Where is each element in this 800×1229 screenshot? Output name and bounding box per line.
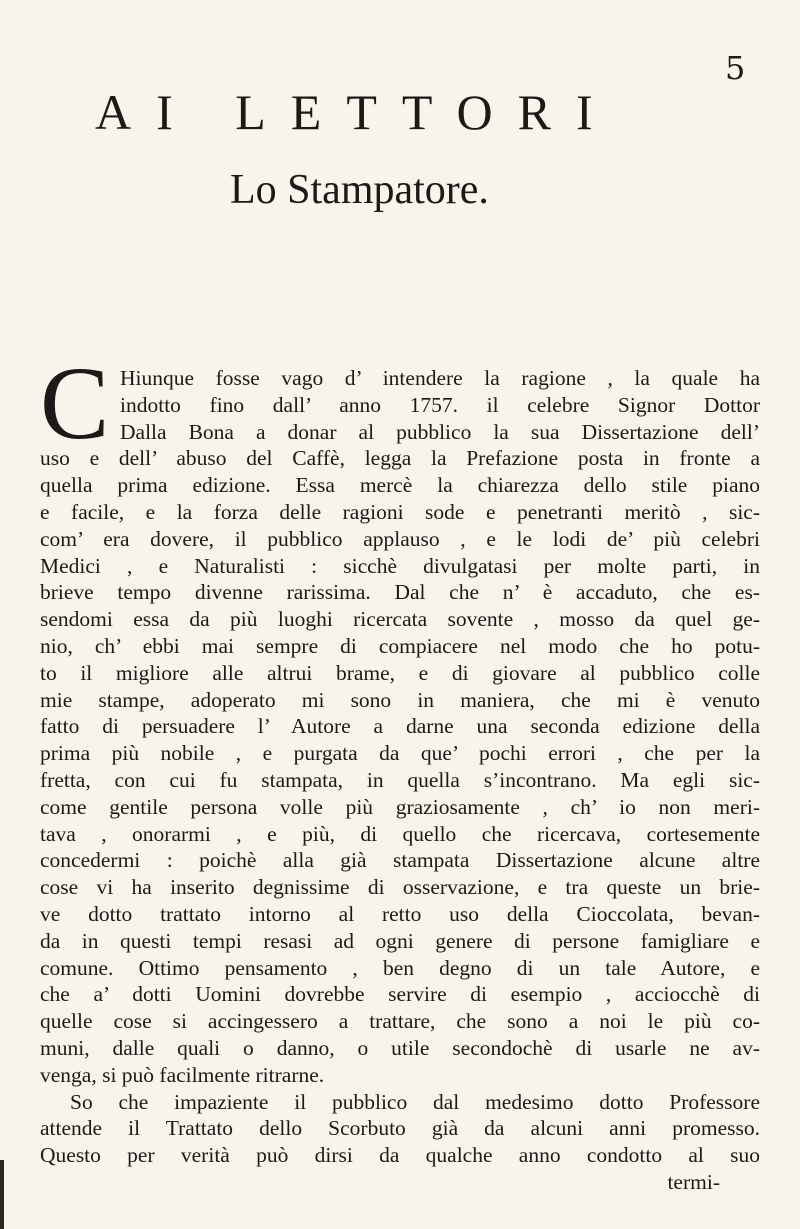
page-subheading: Lo Stampatore. bbox=[230, 167, 489, 213]
text-line: attende il Trattato dello Scorbuto già da alcuni anni promesso. bbox=[40, 1116, 760, 1141]
page-heading: AI LETTORI bbox=[95, 84, 618, 140]
text-line: to il migliore alle altrui brame, e di giovare al pubblico colle bbox=[40, 660, 760, 685]
text-line: tava , onorarmi , e più, di quello che ricercava, cortesemente bbox=[40, 821, 760, 846]
text-line: Questo per verità può dirsi da qualche anno condotto al suo bbox=[40, 1143, 760, 1168]
text-line: e facile, e la forza delle ragioni sode e penetranti meritò , sic- bbox=[40, 499, 760, 524]
text-line: indotto fino dall’ anno 1757. il celebre Signor Dottor bbox=[120, 392, 760, 417]
text-line: comune. Ottimo pensamento , ben degno di un tale Autore, e bbox=[40, 955, 760, 980]
text-line: da in questi tempi resasi ad ogni genere di persone famigliare e bbox=[40, 928, 760, 953]
page-number: 5 bbox=[725, 49, 746, 87]
text-line: che a’ dotti Uomini dovrebbe servire di esempio , acciocchè di bbox=[40, 982, 760, 1007]
drop-cap: C bbox=[40, 346, 110, 461]
text-line: brieve tempo divenne rarissima. Dal che n’ è accaduto, che es- bbox=[40, 580, 760, 605]
text-line: prima più nobile , e purgata da que’ pochi errori , che per la bbox=[40, 741, 760, 766]
text-line: fatto di persuadere l’ Autore a darne una seconda edizione della bbox=[40, 714, 760, 739]
text-line: venga, si può facilmente ritrarne. bbox=[40, 1062, 325, 1087]
text-line: nio, ch’ ebbi mai sempre di compiacere nel modo che ho potu- bbox=[40, 633, 760, 658]
text-line: quella prima edizione. Essa mercè la chiarezza dello stile piano bbox=[40, 473, 760, 498]
text-line: Dalla Bona a donar al pubblico la sua Dissertazione dell’ bbox=[120, 419, 760, 444]
text-line: concedermi : poichè alla già stampata Dissertazione alcune altre bbox=[40, 848, 760, 873]
text-line: Medici , e Naturalisti : sicchè divulgatasi per molte parti, in bbox=[40, 553, 760, 578]
text-line: ve dotto trattato intorno al retto uso della Cioccolata, bevan- bbox=[40, 901, 760, 926]
page-edge-shadow bbox=[0, 1160, 4, 1229]
text-line: Hiunque fosse vago d’ intendere la ragione , la quale ha bbox=[120, 366, 760, 390]
text-line: muni, dalle quali o danno, o utile secondochè di usarle ne av- bbox=[40, 1035, 760, 1060]
text-line: mie stampe, adoperato mi sono in maniera, che mi è venuto bbox=[40, 687, 760, 712]
body-text bbox=[40, 365, 760, 1196]
text-line: com’ era dovere, il pubblico applauso , e le lodi de’ più celebri bbox=[40, 526, 760, 551]
text-line: So che impaziente il pubblico dal medesimo dotto Professore bbox=[70, 1089, 760, 1114]
text-line: come gentile persona volle più graziosamente , ch’ io non meri- bbox=[40, 794, 760, 819]
text-line: quelle cose si accingessero a trattare, che sono a noi le più co- bbox=[40, 1009, 760, 1034]
text-line: uso e dell’ abuso del Caffè, legga la Prefazione posta in fronte a bbox=[40, 446, 760, 471]
text-line: cose vi ha inserito degnissime di osservazione, e tra queste un brie- bbox=[40, 875, 760, 900]
text-line: sendomi essa da più luoghi ricercata sovente , mosso da quel ge- bbox=[40, 607, 760, 632]
catchword: termi- bbox=[667, 1169, 720, 1194]
text-line: fretta, con cui fu stampata, in quella s’incontrano. Ma egli sic- bbox=[40, 767, 760, 792]
